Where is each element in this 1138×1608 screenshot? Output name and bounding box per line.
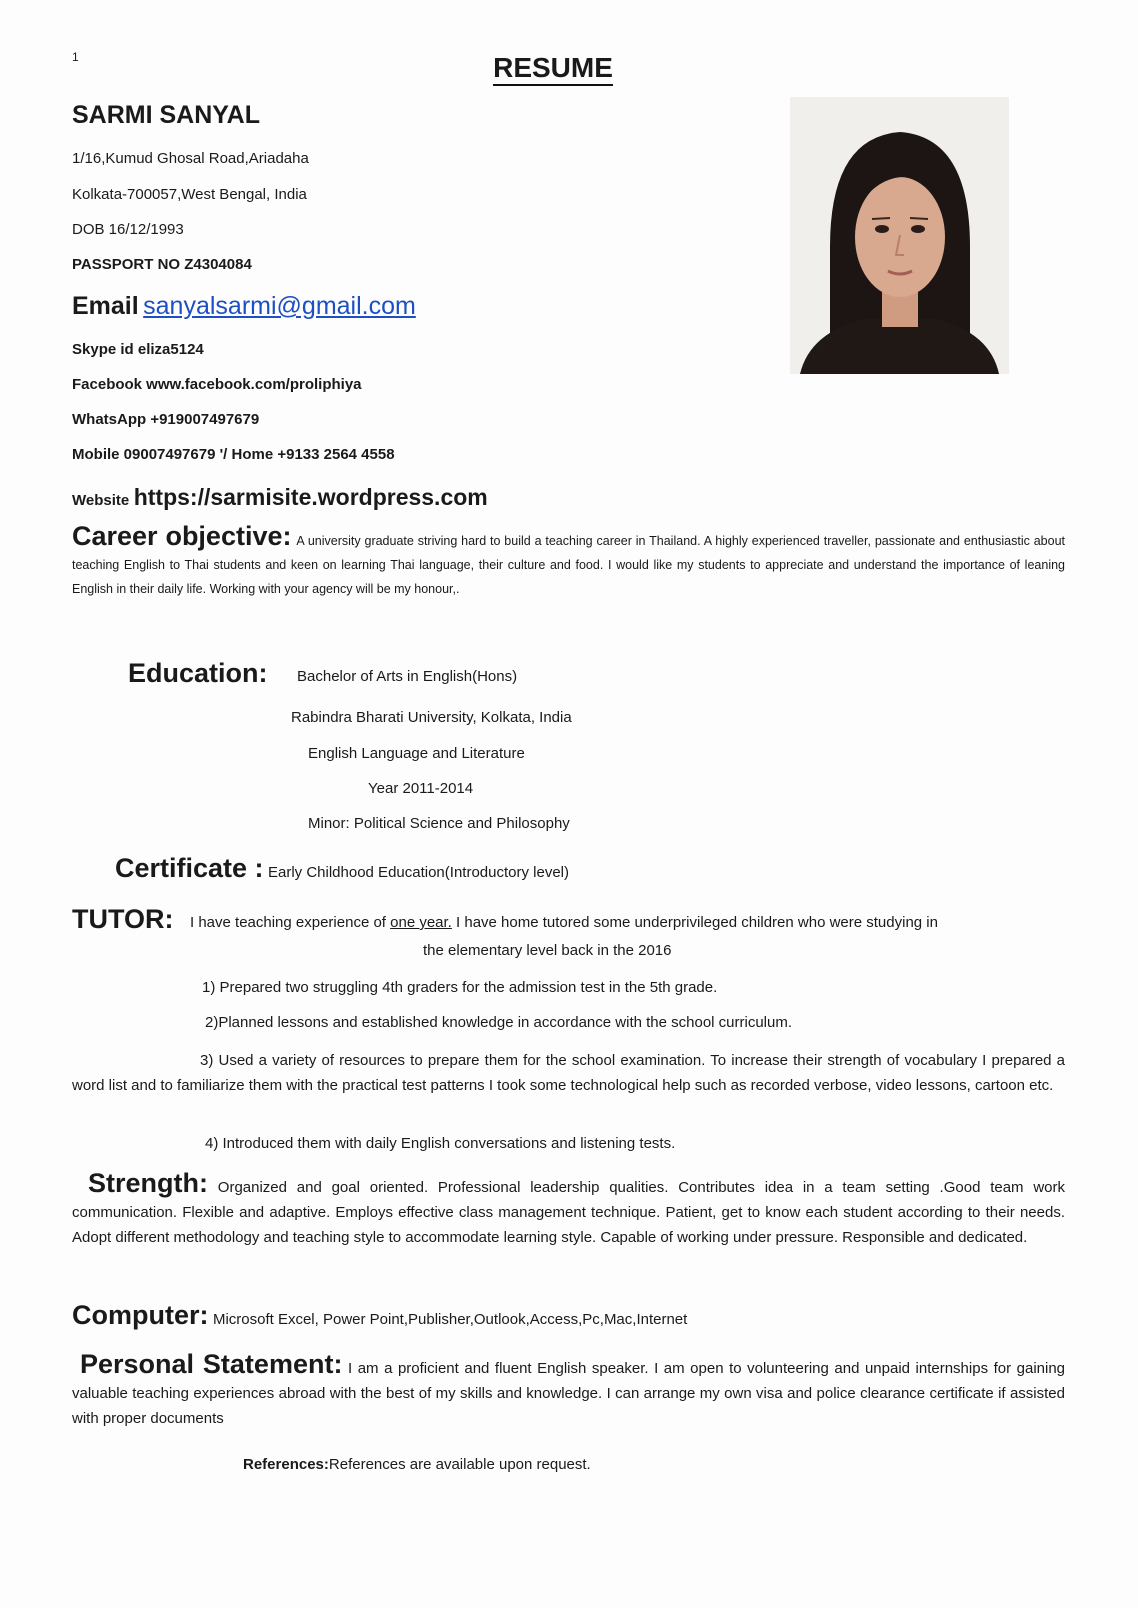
certificate-row xyxy=(115,853,569,884)
passport-number: PASSPORT NO Z4304084 xyxy=(72,256,252,273)
page-title: RESUME xyxy=(0,52,1106,84)
website-link[interactable]: https://sarmisite.wordpress.com xyxy=(133,484,488,510)
page-number: 1 xyxy=(72,50,79,64)
tutor-item-3: 3) Used a variety of resources to prepare them for the school examination. To increase their strength of vocabulary I prepared a word list and to familiarize them with the practical test patterns I took some technological help such as recorded verbose, video lessons, cartoon etc. xyxy=(72,1052,1065,1094)
email-link[interactable]: sanyalsarmi@gmail.com xyxy=(143,292,416,320)
phone-numbers: Mobile 09007497679 '/ Home +9133 2564 4558 xyxy=(72,446,395,463)
tutor-item-2: 2)Planned lessons and established knowledge in accordance with the school curriculum. xyxy=(205,1014,793,1031)
candidate-name: SARMI SANYAL xyxy=(72,101,260,129)
tutor-duration: one year. xyxy=(390,914,452,931)
references-text: References are available upon request. xyxy=(328,1456,591,1473)
tutor-intro: I have teaching experience of one year. I have home tutored some underprivileged children who were studying in xyxy=(190,914,938,931)
personal-statement-heading: Personal Statement: xyxy=(80,1349,343,1379)
career-objective-heading: Career objective: xyxy=(72,521,292,551)
education-subject: English Language and Literature xyxy=(308,745,525,762)
personal-statement-section xyxy=(72,1349,1066,1431)
computer-row xyxy=(72,1300,687,1331)
personal-statement-text: I am a proficient and fluent English speaker. I am open to volunteering and unpaid internships for gaining valuable teaching experiences abroad with the best of my skills and knowledge. I can arrange my own visa and police clearance certificate if assisted with proper documents xyxy=(72,1360,1066,1427)
education-university: Rabindra Bharati University, Kolkata, India xyxy=(291,709,572,726)
strength-heading: Strength: xyxy=(88,1168,208,1198)
whatsapp-number: WhatsApp +919007497679 xyxy=(72,411,260,428)
facebook-url: Facebook www.facebook.com/proliphiya xyxy=(72,376,362,393)
address-line-1: 1/16,Kumud Ghosal Road,Ariadaha xyxy=(72,150,309,167)
website-label: Website xyxy=(72,492,130,509)
computer-text: Microsoft Excel, Power Point,Publisher,Outlook,Access,Pc,Mac,Internet xyxy=(212,1311,688,1328)
profile-photo xyxy=(790,97,1009,374)
education-degree: Bachelor of Arts in English(Hons) xyxy=(297,668,518,685)
tutor-heading: TUTOR: xyxy=(72,904,174,934)
certificate-heading: Certificate : xyxy=(115,853,264,883)
tutor-item-1: 1) Prepared two struggling 4th graders for the admission test in the 5th grade. xyxy=(202,979,718,996)
email-label: Email xyxy=(72,292,139,320)
career-objective-text: A university graduate striving hard to build a teaching career in Thailand. A highly experienced traveller, passionate and enthusiastic about teaching English to Thai students and keen on learning Thai language, their culture and food. I would like my students to appreciate and understand the importance of leaning English in their daily life. Working with your agency will be my honour,. xyxy=(72,534,1065,596)
references-row xyxy=(243,1456,591,1473)
tutor-intro-line-2: the elementary level back in the 2016 xyxy=(423,942,672,959)
strength-section xyxy=(72,1168,1065,1250)
tutor-item-4: 4) Introduced them with daily English conversations and listening tests. xyxy=(205,1135,676,1152)
email-row xyxy=(72,292,416,321)
portrait-illustration xyxy=(790,97,1009,374)
certificate-text: Early Childhood Education(Introductory level) xyxy=(268,864,569,881)
education-minor: Minor: Political Science and Philosophy xyxy=(308,815,570,832)
career-objective-section xyxy=(72,521,1065,601)
date-of-birth: DOB 16/12/1993 xyxy=(72,221,184,238)
education-heading: Education: xyxy=(128,658,268,688)
references-label: References: xyxy=(243,1456,329,1473)
computer-heading: Computer: xyxy=(72,1300,209,1330)
strength-text: Organized and goal oriented. Professional leadership qualities. Contributes idea in a team setting .Good team work communication. Flexible and adaptive. Employs effective class management technique. Patient, get to know each student according to their needs. Adopt different methodology and teaching style to accommodate learning style. Capable of working under pressure. Responsible and dedicated. xyxy=(72,1179,1065,1246)
website-row xyxy=(72,484,488,511)
skype-id: Skype id eliza5124 xyxy=(72,341,204,358)
address-line-2: Kolkata-700057,West Bengal, India xyxy=(72,186,307,203)
education-year: Year 2011-2014 xyxy=(368,780,474,797)
